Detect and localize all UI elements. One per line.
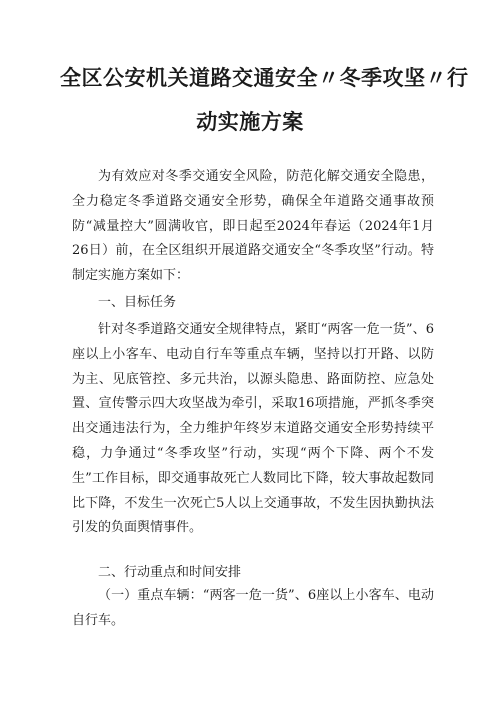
document-title-line-2: 动实施方案 [196, 110, 304, 134]
intro-paragraph: 为有效应对冬季交通安全风险，防范化解交通安全隐患，全力稳定冬季道路交通安全形势，确保全年道路交通事故预防“减量控大”圆满收官，即日起至2024年春运（2024年1月26日）前，在全区组织开展道路交通安全“冬季攻坚”行动。特制定实施方案如下： [72, 169, 434, 284]
key-vehicles-paragraph: （一）重点车辆：“两客一危一货”、6座以上小客车、电动自行车。 [72, 588, 434, 628]
goals-paragraph: 针对冬季道路交通安全规律特点，紧盯“两客一危一货”、6座以上小客车、电动自行车等重点车辆，坚持以打开路、以防为主、见底管控、多元共治，以源头隐患、路面防控、应急处置、宣传警示四大攻坚战为牵引，采取16项措施，严抓冬季突出交通违法行为，全力维护年终岁末道路交通安全形势持续平稳，力争通过“冬季攻坚”行动，实现“两个下降、两个不发生”工作目标，即交通事故死亡人数同比下降，较大事故起数同比下降，不发生一次死亡5人以上交通事故，不发生因执勤执法引发的负面舆情事件。 [72, 322, 434, 536]
document-title-line-1: 全区公安机关道路交通安全〃冬季攻坚〃行 [60, 66, 469, 90]
section-heading-goals: 一、目标任务 [98, 295, 177, 310]
section-heading-schedule: 二、行动重点和时间安排 [98, 565, 242, 580]
